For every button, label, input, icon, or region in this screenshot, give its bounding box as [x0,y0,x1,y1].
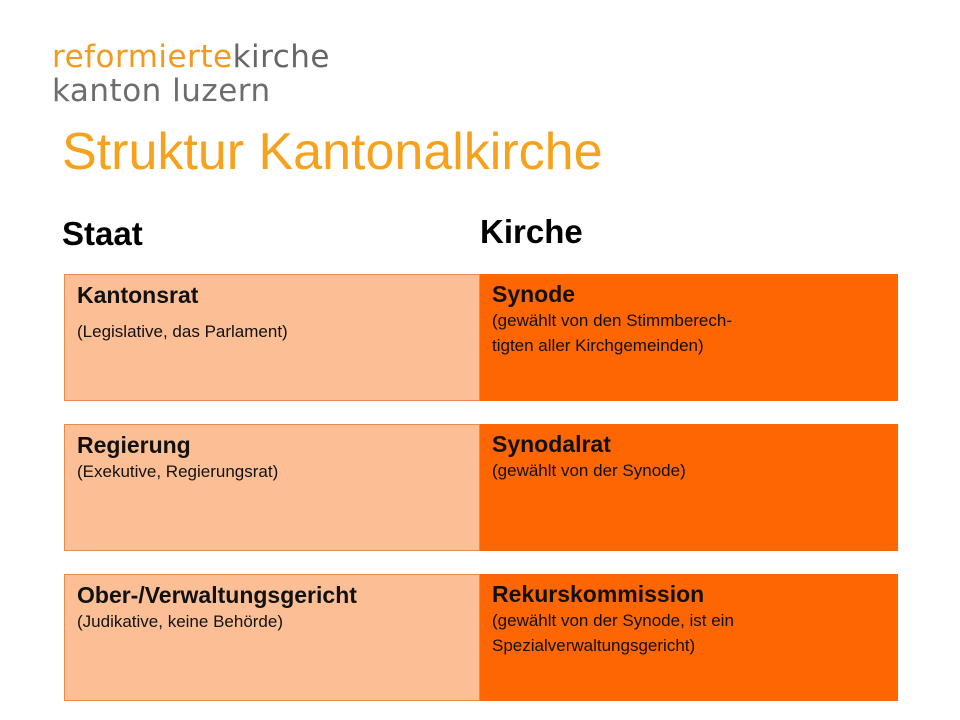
box-description: (Legislative, das Parlament) [77,322,288,341]
box-heading: Synode [492,281,576,307]
logo-line-1 [52,40,330,74]
column-heading-staat: Staat [62,215,143,252]
box-regierung [64,424,480,551]
box-verwaltungsgericht [64,574,480,701]
box-heading: Ober-/Verwaltungsgericht [77,582,357,608]
logo-kirche: kirche [232,39,330,75]
box-heading: Kantonsrat [77,282,199,308]
logo [52,40,330,108]
box-heading: Rekurskommission [492,581,705,607]
box-rekurskommission [480,574,898,701]
box-description: (Exekutive, Regierungsrat) [77,462,279,481]
column-heading-kirche: Kirche [480,213,583,250]
box-heading: Regierung [77,432,191,458]
box-heading: Synodalrat [492,431,611,457]
page-title: Struktur Kantonalkirche [62,123,603,181]
box-kantonsrat [64,274,480,401]
box-description: (gewählt von den Stimmberech- tigten aller Kirchgemeinden) [492,311,733,355]
box-description: (Judikative, keine Behörde) [77,612,284,631]
logo-line-2: kanton luzern [52,73,271,109]
box-description: (gewählt von der Synode, ist ein Spezialverwaltungsgericht) [492,611,734,655]
box-description: (gewählt von der Synode) [492,461,686,480]
logo-reformierte: reformierte [52,39,233,75]
box-synodalrat [480,424,898,551]
box-synode [480,274,898,401]
